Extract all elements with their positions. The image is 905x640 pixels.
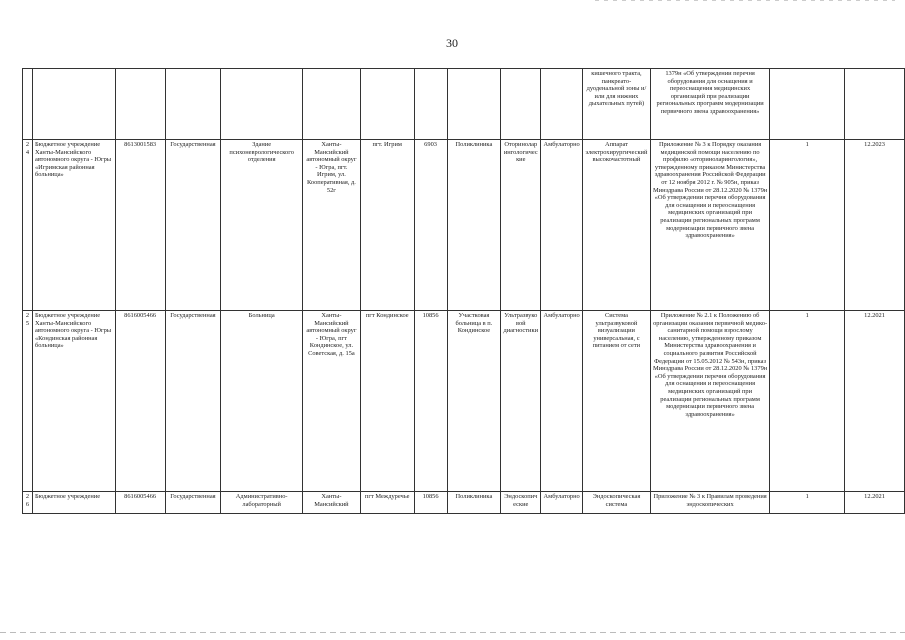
cell-facility-text: Поликлиника — [455, 493, 493, 500]
cell-building: Здание психоневрологического отделения — [221, 140, 303, 311]
scan-artifact-top — [595, 0, 895, 1]
cell-address: Ханты-Мансийский автономный округ - Югра, пгт Кондинское, ул. Советская, д. 15а — [303, 311, 361, 492]
cell-care: Амбулаторно — [541, 140, 583, 311]
cell-locality: пгт Кондинское — [360, 311, 414, 492]
scan-artifact-bottom — [0, 632, 905, 633]
cell-date: 12.2023 — [845, 140, 905, 311]
cell-locality: пгт. Игрим — [360, 140, 414, 311]
cell-address: Ханты-Мансийский автономный округ - Югра, пгт. Игрим, ул. Кооперативная, д. 52г — [303, 140, 361, 311]
cell-care: Амбулаторно — [541, 311, 583, 492]
page-number: 30 — [446, 36, 458, 50]
equipment-table — [22, 68, 905, 514]
cell-inn: 8613001583 — [115, 140, 165, 311]
cell-equipment: Аппарат электрохирургический высокочастотный — [583, 140, 651, 311]
cell-equipment-text: Эндоскопическая система — [592, 493, 641, 508]
cell-care — [541, 69, 583, 140]
cell-num: 25 — [23, 311, 33, 492]
cell-locality-text: пгт Междуречье — [364, 493, 410, 500]
cell-document: 1379н «Об утверждении перечня оборудования для оснащения и переоснащения медицинских организаций при реализации региональных программ модернизации первичного звена здравоохранения» — [650, 69, 770, 140]
cell-qty: 1 — [770, 140, 845, 311]
cell-date-text: 12.2021 — [864, 493, 885, 500]
cell-ownership: Государственная — [165, 140, 221, 311]
cell-address — [303, 492, 361, 514]
cell-population-text: 10856 — [422, 493, 439, 500]
cell-specialty — [501, 69, 541, 140]
cell-building: Больница — [221, 311, 303, 492]
cell-equipment — [583, 492, 651, 514]
cell-num — [23, 492, 33, 514]
cell-name: Бюджетное учреждение Ханты-Мансийского автономного округа - Югры «Игримская районная больница» — [32, 140, 115, 311]
cell-facility — [447, 69, 501, 140]
cell-inn — [115, 492, 165, 514]
cell-ownership: Государственная — [165, 311, 221, 492]
cell-population: 6903 — [414, 140, 447, 311]
cell-locality — [360, 69, 414, 140]
cell-qty-text: 1 — [805, 493, 809, 500]
cell-document: Приложение № 2.1 к Положению об организации оказания первичной медико-санитарной помощи взрослому населению, утвержденному приказом Министерства здравоохранения и социального развития Российской Федерации от 15.05.2012 № 543н, приказ Минздрава России от 28.12.2020 № 1379н «Об утверждении перечня оборудования для оснащения и переоснащения медицинских организаций при реализации региональных программ модернизации первичного звена здравоохранения» — [650, 311, 770, 492]
cell-name-text: Бюджетное учреждение — [34, 493, 101, 500]
cell-population — [414, 69, 447, 140]
cell-qty — [770, 492, 845, 514]
cell-document: Приложение № 3 к Порядку оказания медицинской помощи населению по профилю «оториноларингология», утвержденному приказом Министерства здравоохранения Российской Федерации от 12 ноября 2012 г. № 905н, приказ Минздрава России от 28.12.2020 № 1379н «Об утверждении перечня оборудования для оснащения и переоснащения медицинских организаций при реализации региональных программ модернизации первичного звена здравоохранения» — [650, 140, 770, 311]
cell-locality — [360, 492, 414, 514]
cell-name — [32, 69, 115, 140]
cell-specialty-text: Эндоскопические — [504, 493, 538, 508]
cell-date: 12.2021 — [845, 311, 905, 492]
table-row — [23, 140, 905, 311]
cell-document-text: Приложение № 3 к Правилам проведения эндоскопических — [653, 493, 767, 508]
cell-specialty: Ультразвуковой диагностики — [501, 311, 541, 492]
cell-address-text: Ханты-Мансийский — [314, 493, 349, 508]
cell-ownership — [165, 69, 221, 140]
cell-address — [303, 69, 361, 140]
cell-care-text: Амбулаторно — [543, 493, 580, 500]
table-row — [23, 69, 905, 140]
cell-date — [845, 492, 905, 514]
cell-name: Бюджетное учреждение Ханты-Мансийского автономного округа - Югры «Кондинская районная больница» — [32, 311, 115, 492]
cell-ownership — [165, 492, 221, 514]
cell-facility: Поликлиника — [447, 140, 501, 311]
cell-ownership-text: Государственная — [170, 493, 216, 500]
cell-specialty — [501, 492, 541, 514]
cell-equipment: кишечного тракта, панкреато-дуоденальной зоны и/или для нижних дыхательных путей) — [583, 69, 651, 140]
cell-facility — [447, 492, 501, 514]
cell-facility: Участковая больница в п. Кондинское — [447, 311, 501, 492]
table-row — [23, 311, 905, 492]
cell-document — [650, 492, 770, 514]
cell-building — [221, 69, 303, 140]
cell-building-text: Административно-лабораторный — [235, 493, 288, 508]
cell-qty — [770, 69, 845, 140]
cell-care — [541, 492, 583, 514]
cell-equipment: Система ультразвуковой визуализации универсальная, с питанием от сети — [583, 311, 651, 492]
cell-num — [23, 69, 33, 140]
cell-name — [32, 492, 115, 514]
cell-inn-text: 8616005466 — [124, 493, 157, 500]
cell-num-text: 26 — [25, 493, 30, 508]
cell-specialty: Оториноларингологические — [501, 140, 541, 311]
cell-building — [221, 492, 303, 514]
cell-population — [414, 492, 447, 514]
cell-inn — [115, 69, 165, 140]
cell-population: 10856 — [414, 311, 447, 492]
table-row — [23, 492, 905, 514]
cell-qty: 1 — [770, 311, 845, 492]
cell-num: 24 — [23, 140, 33, 311]
cell-date — [845, 69, 905, 140]
cell-inn: 8616005466 — [115, 311, 165, 492]
